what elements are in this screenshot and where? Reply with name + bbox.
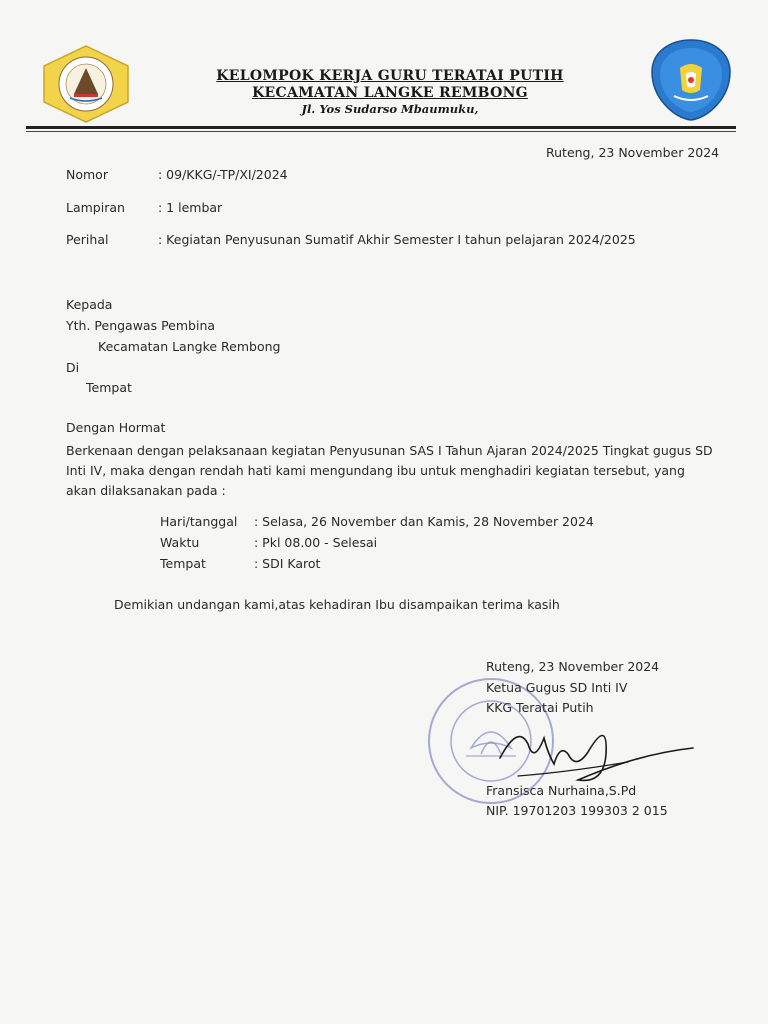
schedule-day-value: : Selasa, 26 November dan Kamis, 28 November 2024	[254, 514, 594, 529]
recipient-kepada: Kepada	[66, 297, 113, 312]
perihal-label: Perihal	[66, 232, 109, 247]
closing-statement: Demikian undangan kami,atas kehadiran Ibu disampaikan terima kasih	[114, 597, 560, 612]
letterhead-title: KELOMPOK KERJA GURU TERATAI PUTIH	[216, 68, 564, 84]
schedule-time-label: Waktu	[160, 535, 200, 550]
schedule-day-label: Hari/tanggal	[160, 514, 238, 529]
letterhead-divider-thin	[26, 131, 736, 132]
recipient-di: Di	[66, 360, 80, 375]
recipient-tempat: Tempat	[86, 380, 132, 395]
body-line-1: Berkenaan dengan pelaksanaan kegiatan Penyusunan SAS I Tahun Ajaran 2024/2025 Tingkat gugus SD	[66, 443, 713, 458]
signatory-nip: NIP. 19701203 199303 2 015	[486, 803, 668, 818]
nomor-value: : 09/KKG/-TP/XI/2024	[158, 167, 288, 182]
letterhead-address: Jl. Yos Sudarso Mbaumuku,	[301, 102, 479, 116]
letter-date: Ruteng, 23 November 2024	[546, 145, 720, 160]
salutation: Dengan Hormat	[66, 420, 166, 435]
handwritten-signature	[488, 714, 698, 794]
recipient-kecamatan: Kecamatan Langke Rembong	[98, 339, 281, 354]
signature-title-2: KKG Teratai Putih	[486, 700, 594, 715]
nomor-label: Nomor	[66, 167, 108, 182]
letterhead-divider-thick	[26, 126, 736, 129]
regency-logo	[40, 44, 132, 124]
signature-title-1: Ketua Gugus SD Inti IV	[486, 680, 628, 695]
body-line-2: Inti IV, maka dengan rendah hati kami mengundang ibu untuk menghadiri kegiatan tersebut, yang	[66, 463, 685, 478]
body-paragraph	[66, 441, 716, 501]
schedule-place-label: Tempat	[160, 556, 206, 571]
body-line-3: akan dilaksanakan pada :	[66, 483, 226, 498]
perihal-value: : Kegiatan Penyusunan Sumatif Akhir Semester I tahun pelajaran 2024/2025	[158, 232, 636, 247]
signature-date: Ruteng, 23 November 2024	[486, 659, 660, 674]
schedule-time-value: : Pkl 08.00 - Selesai	[254, 535, 378, 550]
letterhead-subtitle: KECAMATAN LANGKE REMBONG	[252, 85, 528, 101]
tut-wuri-handayani-logo	[650, 38, 732, 122]
schedule-place-value: : SDI Karot	[254, 556, 321, 571]
lampiran-label: Lampiran	[66, 200, 125, 215]
letterhead	[150, 68, 630, 117]
lampiran-value: : 1 lembar	[158, 200, 223, 215]
recipient-yth: Yth. Pengawas Pembina	[66, 318, 216, 333]
signatory-name: Fransisca Nurhaina,S.Pd	[486, 783, 637, 798]
